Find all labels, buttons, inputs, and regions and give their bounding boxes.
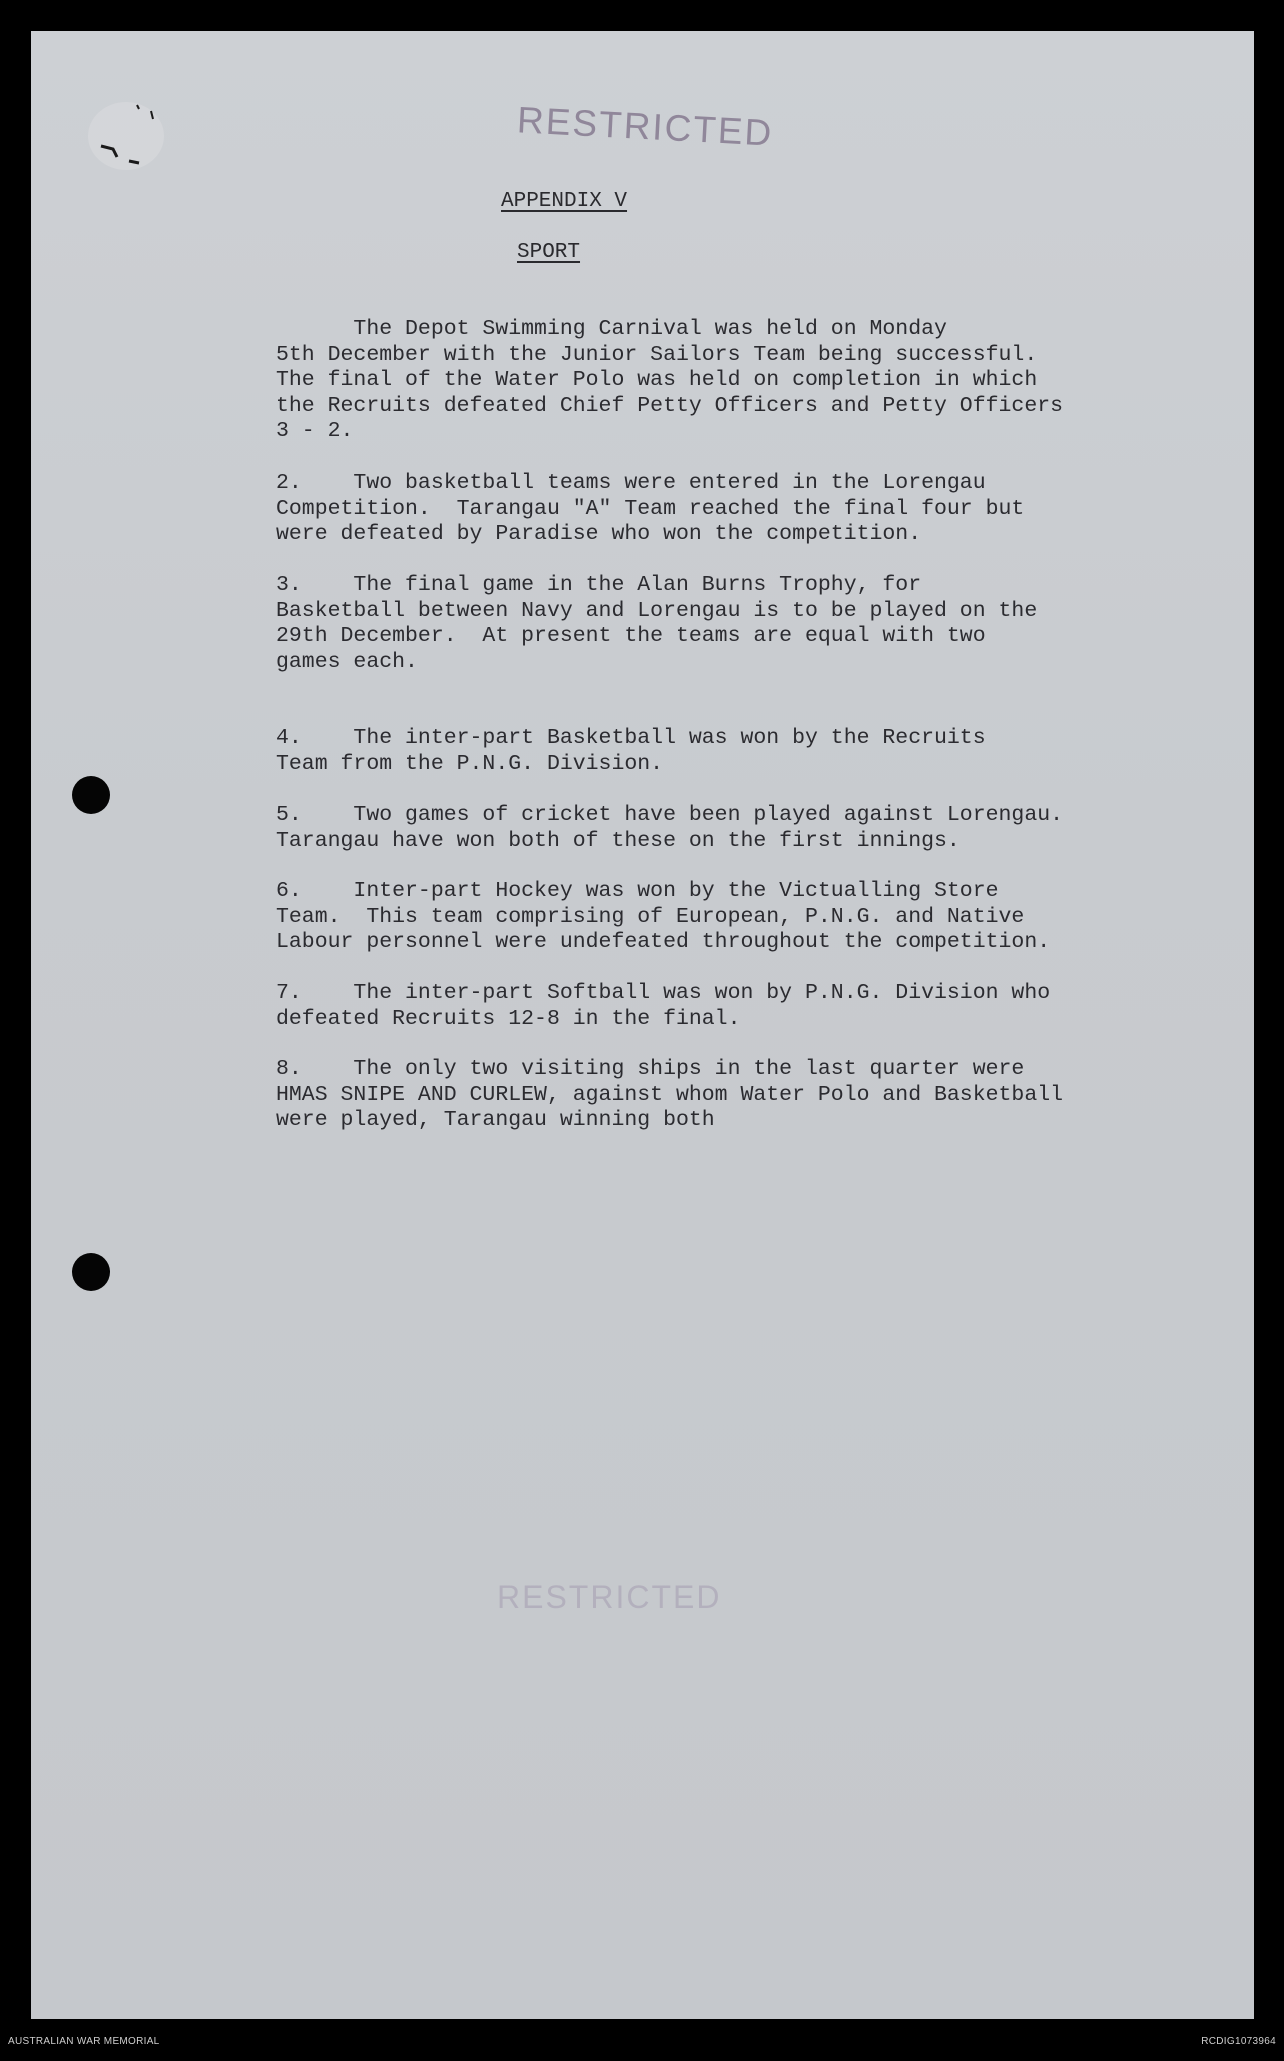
text-line: 7. The inter-part Softball was won by P.N.G. Division who — [276, 981, 1051, 1005]
text-line: 3. The final game in the Alan Burns Trophy, for — [276, 573, 922, 597]
paper-damage-mark — [81, 91, 171, 181]
text-line: 3 - 2. — [276, 419, 354, 443]
text-line: HMAS SNIPE AND CURLEW, against whom Water Polo and Basketball — [276, 1082, 1064, 1107]
sport-heading: SPORT — [517, 241, 581, 264]
text-line: games each. — [276, 649, 418, 674]
text-line: Competition. Tarangau "A" Team reached the final four but — [276, 496, 1025, 521]
text-line: Team. This team comprising of European, P.N.G. and Native — [276, 904, 1025, 929]
paragraph-6 — [276, 879, 1236, 956]
text-line: Basketball between Navy and Lorengau is to be played on the — [276, 598, 1038, 623]
text-line: Team from the P.N.G. Division. — [276, 751, 664, 776]
paragraph-7 — [276, 981, 1236, 1032]
archive-credit: AUSTRALIAN WAR MEMORIAL — [8, 2036, 160, 2047]
appendix-heading: APPENDIX V — [501, 190, 628, 213]
text-line: were defeated by Paradise who won the competition. — [276, 522, 922, 546]
restricted-stamp-bottom: RESTRICTED — [497, 1579, 722, 1615]
text-line: 8. The only two visiting ships in the last quarter were — [276, 1057, 1025, 1081]
paragraph-8 — [276, 1057, 1236, 1134]
text-line: defeated Recruits 12-8 in the final. — [276, 1006, 741, 1031]
text-line: 2. Two basketball teams were entered in the Lorengau — [276, 471, 986, 495]
text-line: The Depot Swimming Carnival was held on Monday — [276, 317, 947, 341]
archive-id: RCDIG1073964 — [1201, 2036, 1276, 2047]
text-line: the Recruits defeated Chief Petty Officers and Petty Officers — [276, 393, 1064, 418]
text-line: were played, Tarangau winning both — [276, 1108, 715, 1132]
paragraph-intro — [276, 317, 1236, 445]
paragraph-2 — [276, 471, 1236, 548]
punch-hole — [72, 776, 110, 814]
text-line: 5th December with the Junior Sailors Team being successful. — [276, 342, 1038, 367]
punch-hole — [72, 1253, 110, 1291]
text-line: 4. The inter-part Basketball was won by the Recruits — [276, 726, 986, 750]
text-line: 6. Inter-part Hockey was won by the Victualling Store — [276, 879, 999, 903]
text-line: Labour personnel were undefeated throughout the competition. — [276, 930, 1051, 954]
restricted-stamp-top: RESTRICTED — [516, 99, 775, 154]
paragraph-4 — [276, 726, 1236, 777]
paragraph-3 — [276, 573, 1236, 675]
text-line: Tarangau have won both of these on the first innings. — [276, 828, 960, 853]
paragraph-5 — [276, 803, 1236, 854]
text-line: 29th December. At present the teams are equal with two — [276, 624, 986, 648]
document-page — [31, 31, 1254, 2019]
text-line: The final of the Water Polo was held on completion in which — [276, 368, 1038, 392]
text-line: 5. Two games of cricket have been played against Lorengau. — [276, 803, 1064, 827]
